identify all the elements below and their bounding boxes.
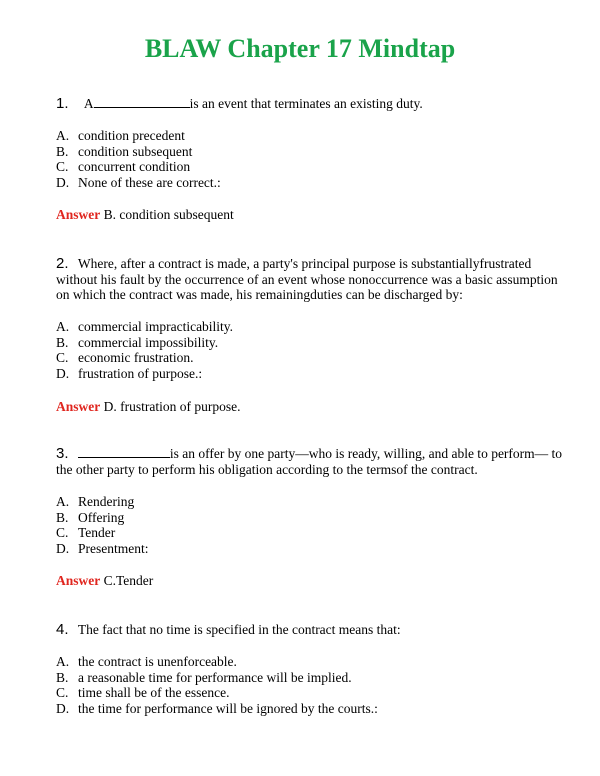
answer-text: B. condition subsequent: [103, 207, 234, 222]
question-number: 3.: [56, 445, 69, 462]
answer-blank: [94, 96, 190, 108]
option-d: D. frustration of purpose.:: [56, 365, 203, 381]
answer-text: D. frustration of purpose.: [103, 399, 241, 414]
option-c: C. Tender: [56, 525, 116, 541]
option-a: A. Rendering: [56, 494, 135, 509]
question-number: 2.: [56, 255, 69, 272]
option-d: D. Presentment:: [56, 540, 149, 556]
option-d: D. the time for performance will be ignored by the courts.:: [56, 700, 378, 716]
option-b: B. condition subsequent: [56, 143, 193, 159]
answer-1: [56, 207, 234, 223]
answer-text: C.Tender: [103, 573, 154, 588]
question-number: 1.: [56, 95, 69, 112]
option-c: C. concurrent condition: [56, 159, 191, 175]
option-a: A. condition precedent: [56, 128, 185, 143]
option-c: C. time shall be of the essence.: [56, 685, 230, 701]
question-text-post: is an event that terminates an existing duty.: [189, 96, 423, 111]
question-text-pre: A: [83, 96, 94, 111]
option-b: B. a reasonable time for performance will be implied.: [56, 669, 352, 685]
question-3: [56, 446, 566, 477]
answer-3: [56, 573, 153, 589]
option-b: B. commercial impossibility.: [56, 334, 219, 350]
answer-label: Answer: [56, 573, 101, 588]
question-text: is an offer by one party—who is ready, willing, and able to perform— to the other party to perform his obligation according to the termsof the contract.: [56, 446, 563, 477]
option-a: A. commercial impracticability.: [56, 319, 234, 334]
question-text: The fact that no time is specified in the contract means that:: [77, 622, 401, 637]
question-4: [56, 622, 566, 638]
answer-blank: [78, 446, 170, 458]
page-title: BLAW Chapter 17 Mindtap: [144, 34, 456, 63]
question-1: [56, 96, 566, 112]
option-a: A. the contract is unenforceable.: [56, 654, 237, 669]
options-list-1: [56, 128, 221, 190]
answer-label: Answer: [56, 207, 101, 222]
answer-2: [56, 399, 240, 415]
options-list-4: [56, 654, 378, 716]
option-d: D. None of these are correct.:: [56, 174, 221, 190]
options-list-3: [56, 494, 149, 556]
question-number: 4.: [56, 621, 69, 638]
option-c: C. economic frustration.: [56, 350, 194, 366]
question-text: Where, after a contract is made, a party's principal purpose is substantiallyfrustrated without his fault by the occurrence of an event whose nonoccurrence was a basic assumption on which the contract was made, his remainingduties can be discharged by:: [56, 256, 558, 302]
options-list-2: [56, 319, 233, 381]
option-b: B. Offering: [56, 509, 125, 525]
answer-label: Answer: [56, 399, 101, 414]
question-2: [56, 256, 566, 303]
